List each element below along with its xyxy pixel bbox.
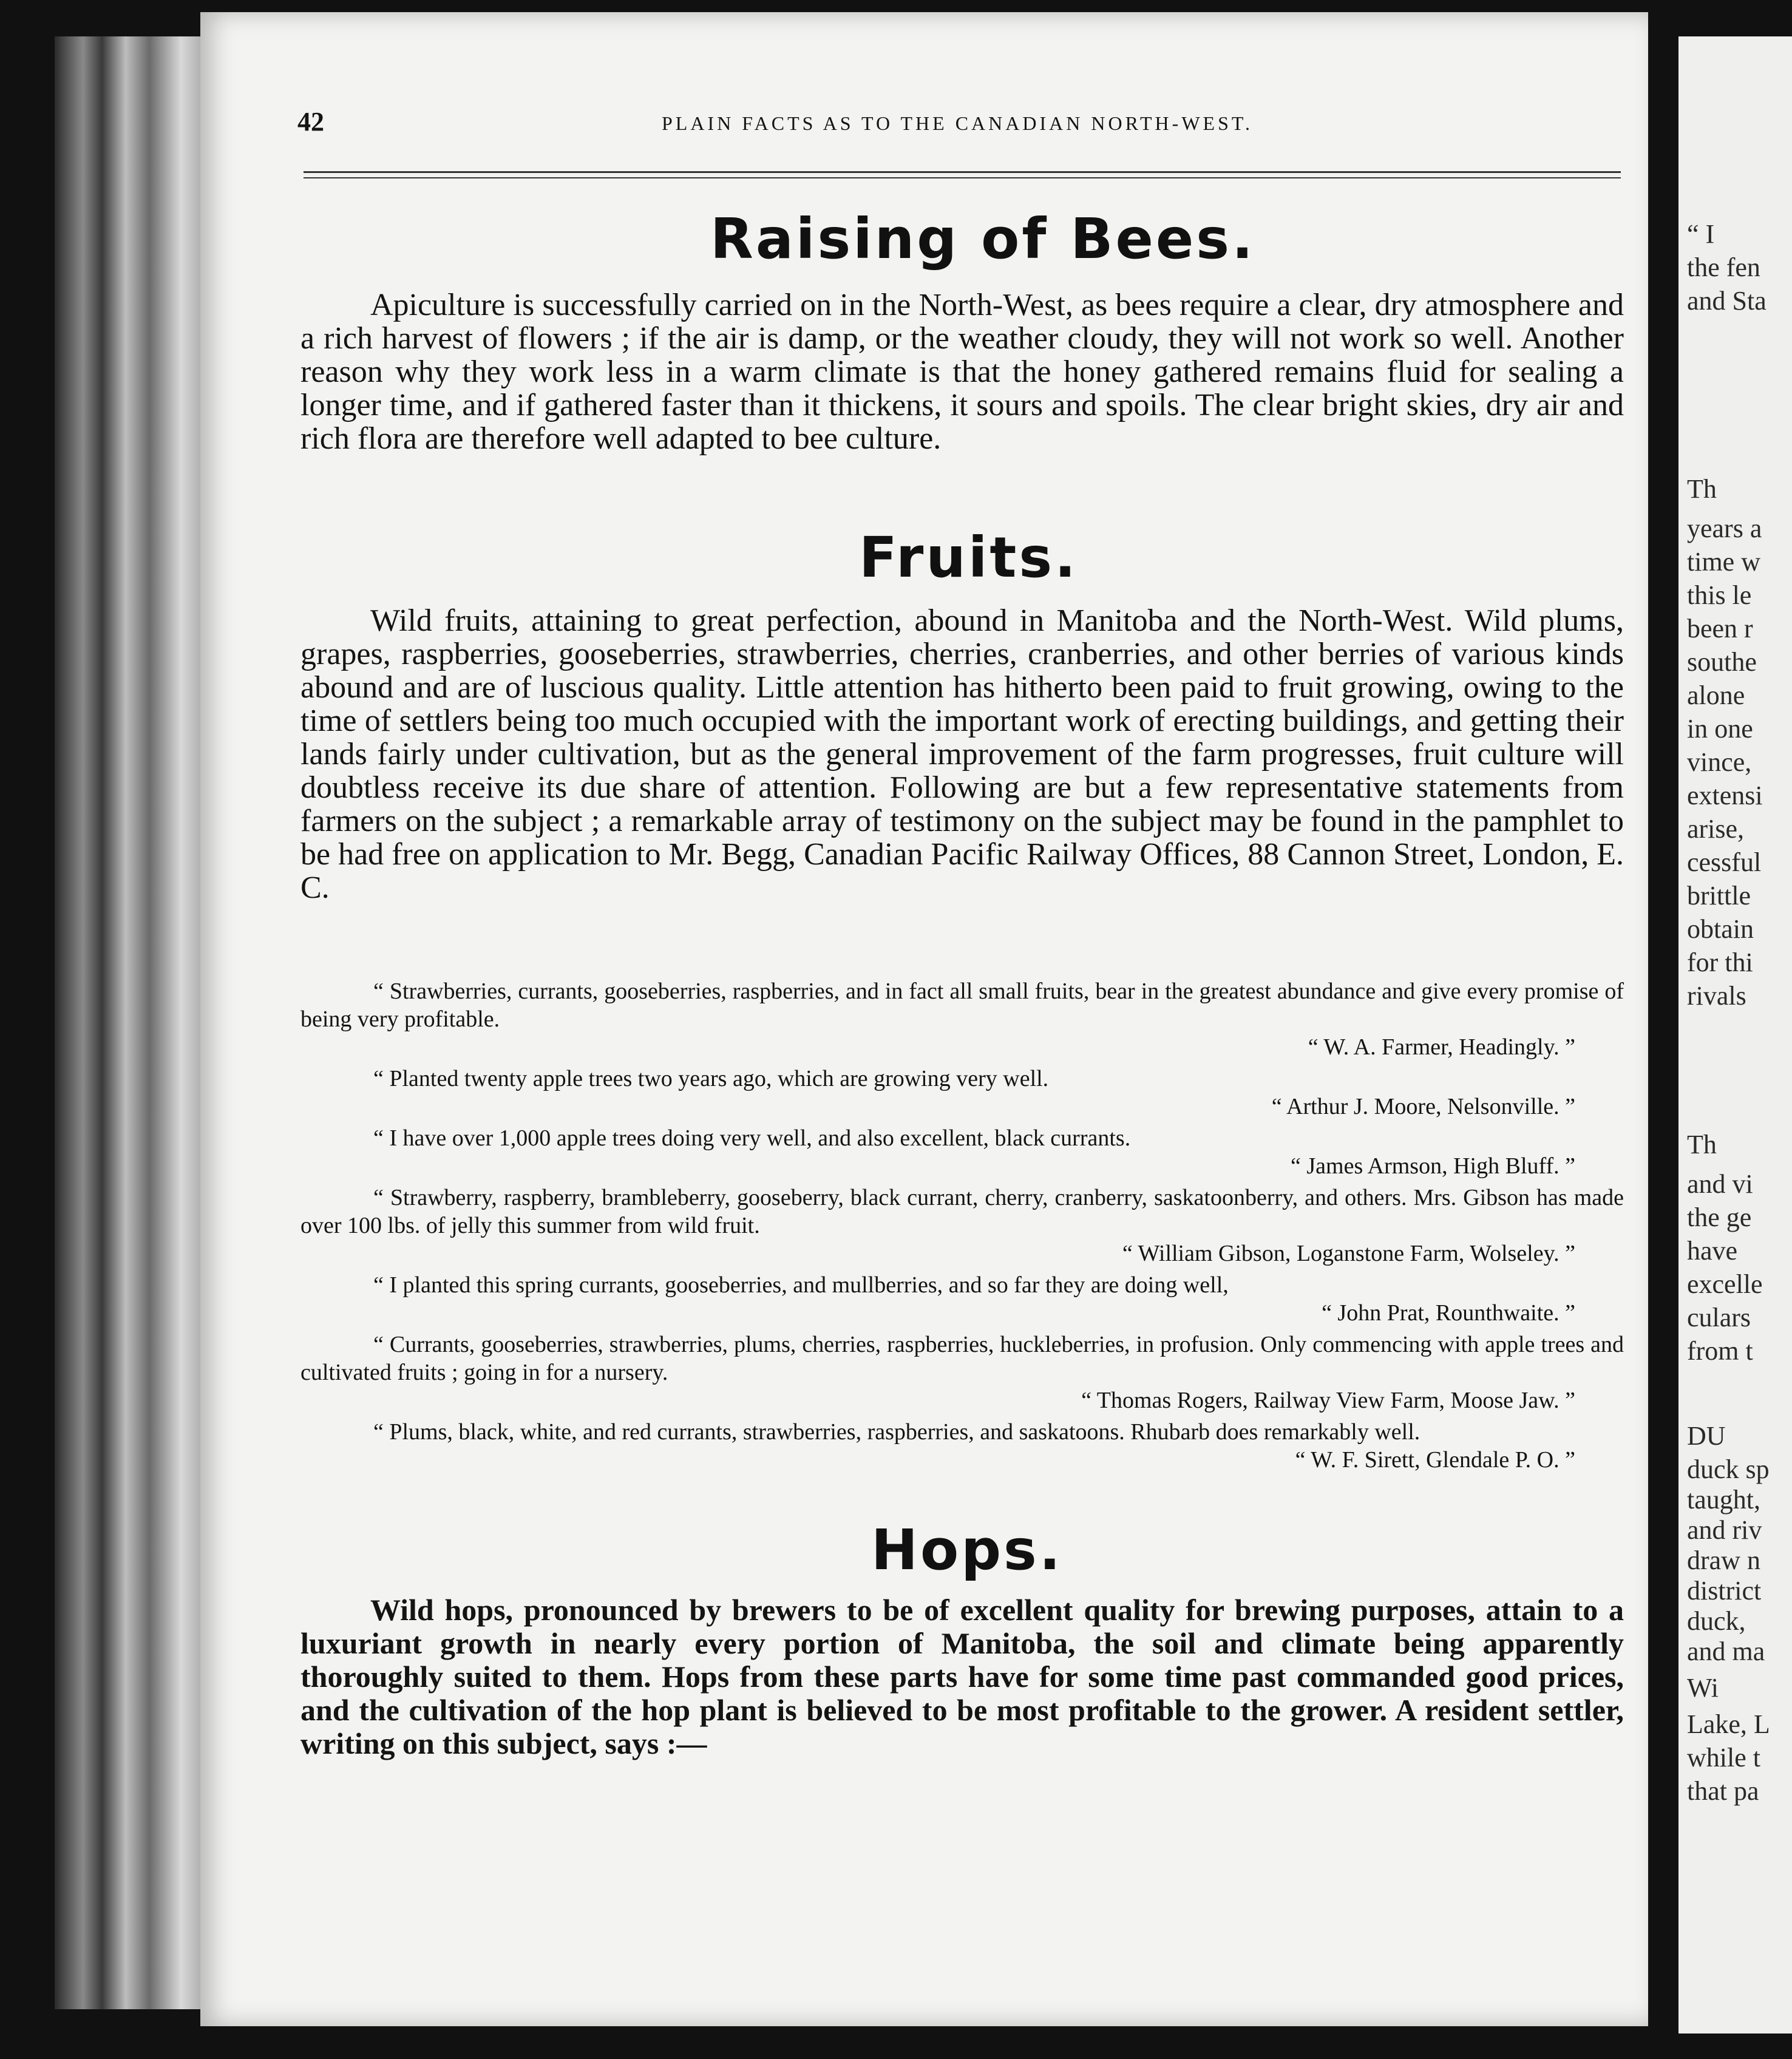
bees-paragraph: Apiculture is successfully carried on in the North-West, as bees require a clear, dry atmosphere and a rich harvest of flowers ; if the air is damp, or the weather cloudy, they will not work so well. Another reason why they work less in a warm climate is that the honey gathered remains fluid for sealing a longer time, and if gathered faster than it thickens, it sours and spoils. The clear bright skies, dry air and rich flora are therefore well adapted to bee culture. [300,288,1624,456]
page-number: 42 [297,107,324,137]
adjacent-fragment: time w [1687,547,1760,577]
testimonial-quote: “ I have over 1,000 apple trees doing very well, and also excellent, black currants. [373,1125,1131,1151]
adjacent-fragment: alone [1687,680,1745,710]
adjacent-fragment: and Sta [1687,286,1767,316]
adjacent-fragment: taught, [1687,1485,1760,1515]
testimonial-attribution: “ W. A. Farmer, Headingly. ” [1308,1034,1575,1060]
adjacent-fragment: Th [1687,474,1717,504]
testimonial-attribution: “ W. F. Sirett, Glendale P. O. ” [1295,1447,1575,1473]
adjacent-fragment: draw n [1687,1545,1760,1575]
testimonial-quote: “ Plums, black, white, and red currants, strawberries, raspberries, and saskatoons. Rhubarb does remarkably well. [373,1419,1420,1445]
adjacent-fragment: have [1687,1236,1738,1266]
adjacent-fragment: Wi [1687,1673,1719,1703]
adjacent-fragment: years a [1687,514,1762,543]
adjacent-fragment: duck, [1687,1606,1746,1636]
testimonial-quote: “ Strawberries, currants, gooseberries, raspberries, and in fact all small fruits, bear in the greatest abundance and give every promise of being very profitable. [300,979,1624,1032]
adjacent-fragment: culars [1687,1303,1751,1332]
adjacent-fragment: excelle [1687,1269,1763,1299]
testimonial-quote: “ I planted this spring currants, gooseberries, and mullberries, and so far they are doing well, [373,1272,1229,1298]
adjacent-fragment: the ge [1687,1202,1752,1232]
adjacent-fragment: brittle [1687,881,1751,911]
testimonial-attribution: “ James Armson, High Bluff. ” [1291,1153,1575,1179]
adjacent-fragment: district [1687,1576,1762,1606]
adjacent-fragment: “ I [1687,219,1715,249]
adjacent-fragment: Th [1687,1130,1717,1159]
testimonial-attribution: “ John Prat, Rounthwaite. ” [1322,1300,1575,1326]
section-heading-fruits: Fruits. [859,525,1079,590]
running-head: PLAIN FACTS AS TO THE CANADIAN NORTH-WEST. [662,112,1254,134]
adjacent-fragment: and riv [1687,1515,1762,1545]
fruits-paragraph: Wild fruits, attaining to great perfection, abound in Manitoba and the North-West. Wild plums, grapes, raspberries, gooseberries, strawberries, cherries, cranberries, and other berries of various kinds abound and are of luscious quality. Little attention has hitherto been paid to fruit growing, owing to the time of settlers being too much occupied with the important work of erecting buildings, and getting their lands fairly under cultivation, but as the general improvement of the farm progresses, fruit culture will doubtless receive its due share of attention. Following are but a few representative statements from farmers on the subject ; a remarkable array of testimony on the subject may be found in the pamphlet to be had free on application to Mr. Begg, Canadian Pacific Railway Offices, 88 Cannon Street, London, E. C. [300,603,1624,905]
adjacent-fragment: this le [1687,580,1752,610]
adjacent-fragment: arise, [1687,814,1745,844]
section-heading-bees: Raising of Bees. [710,206,1256,271]
testimonial-attribution: “ Arthur J. Moore, Nelsonville. ” [1271,1094,1575,1119]
adjacent-fragment: DU [1687,1421,1726,1451]
adjacent-fragment: southe [1687,647,1757,677]
adjacent-fragment: vince, [1687,747,1752,777]
header-rule [304,171,1621,173]
adjacent-fragment: and vi [1687,1169,1753,1199]
adjacent-fragment: rivals [1687,981,1746,1011]
section-heading-hops: Hops. [871,1518,1063,1582]
testimonial-quote: “ Planted twenty apple trees two years ago, which are growing very well. [373,1066,1049,1091]
testimonial-quote: “ Strawberry, raspberry, brambleberry, gooseberry, black currant, cherry, cranberry, saskatoonberry, and others. Mrs. Gibson has made over 100 lbs. of jelly this summer from wild fruit. [300,1185,1624,1238]
adjacent-fragment: that pa [1687,1776,1759,1806]
testimonial-attribution: “ Thomas Rogers, Railway View Farm, Moose Jaw. ” [1081,1388,1575,1413]
book-edge [55,36,212,2009]
adjacent-fragment: duck sp [1687,1454,1770,1484]
adjacent-fragment: extensi [1687,781,1763,810]
adjacent-fragment: Lake, L [1687,1709,1770,1739]
adjacent-fragment: obtain [1687,914,1754,944]
adjacent-page-edge [1678,36,1792,2034]
testimonial-attribution: “ William Gibson, Loganstone Farm, Wolseley. ” [1122,1241,1575,1266]
adjacent-fragment: been r [1687,614,1753,643]
adjacent-fragment: in one [1687,714,1753,744]
adjacent-fragment: and ma [1687,1637,1765,1666]
testimonial-quote: “ Currants, gooseberries, strawberries, plums, cherries, raspberries, huckleberries, in profusion. Only commencing with apple trees and cultivated fruits ; going in for a nursery. [300,1332,1624,1385]
adjacent-fragment: the fen [1687,253,1760,282]
adjacent-fragment: cessful [1687,847,1762,877]
header-rule-thin [304,177,1621,178]
adjacent-fragment: from t [1687,1336,1753,1366]
hops-paragraph: Wild hops, pronounced by brewers to be of excellent quality for brewing purposes, attain to a luxuriant growth in nearly every portion of Manitoba, the soil and climate being apparently thoroughly suited to them. Hops from these parts have for some time past commanded good prices, and the cultivation of the hop plant is believed to be most profitable to the grower. A resident settler, writing on this subject, says :— [300,1593,1624,1760]
adjacent-fragment: for thi [1687,948,1753,977]
testimonial-list [300,977,1624,1477]
adjacent-fragment: while t [1687,1743,1760,1772]
